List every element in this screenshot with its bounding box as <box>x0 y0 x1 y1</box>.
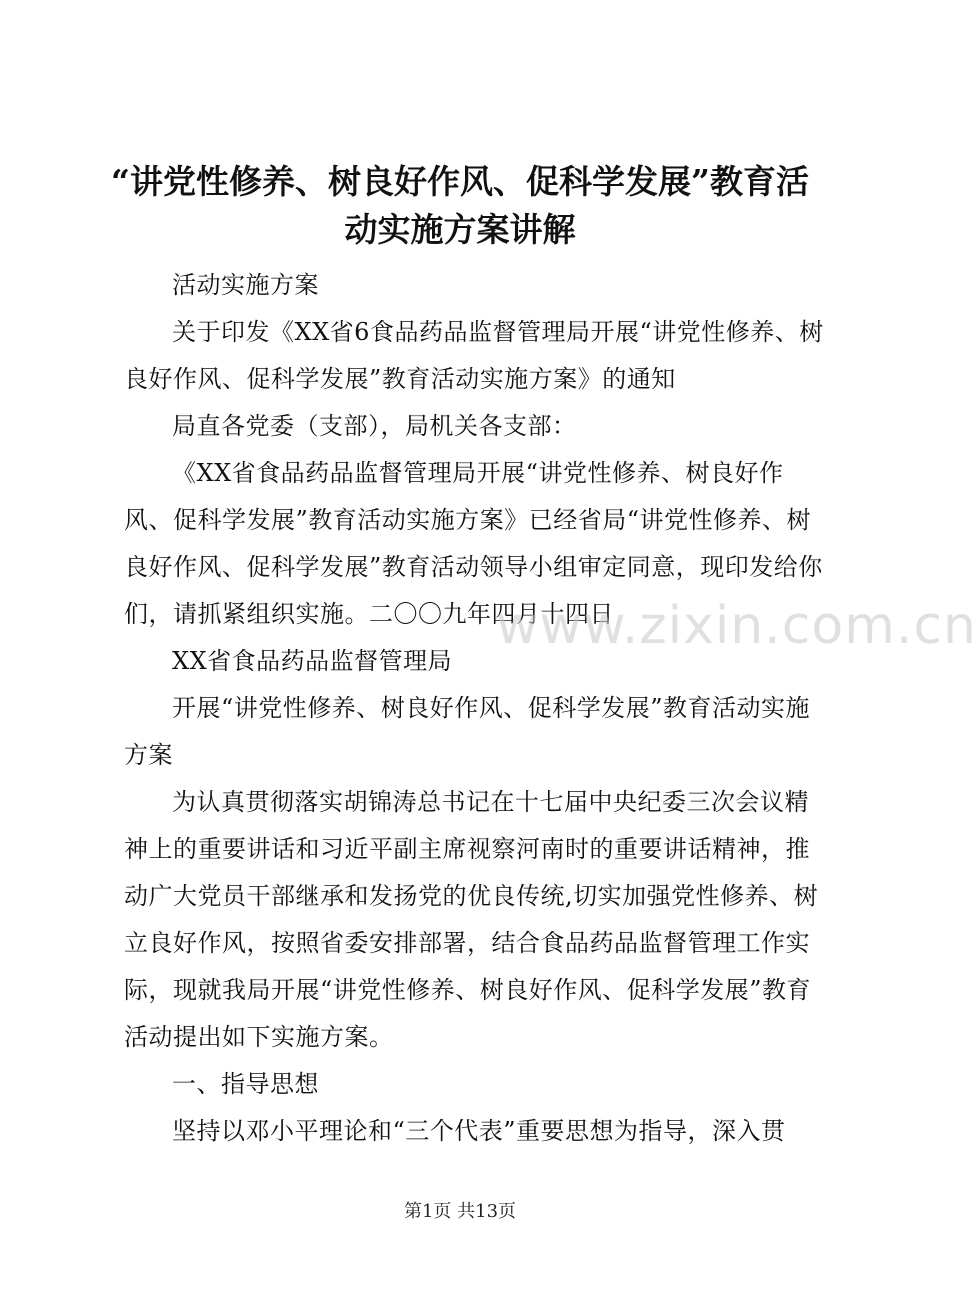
paragraph-guiding-thought: 坚持以邓小平理论和“三个代表”重要思想为指导，深入贯 <box>172 1117 786 1145</box>
paragraph-heading: 活动实施方案 <box>172 271 319 299</box>
paragraph-notice-title: 关于印发《XX省6食品药品监督管理局开展“讲党性修养、树良好作风、促科学发展”教育活动实施方案》的通知 <box>124 318 824 393</box>
paragraph-issuer: XX省食品药品监督管理局 <box>172 647 453 675</box>
paragraph-addressee: 局直各党委（支部），局机关各支部： <box>172 412 577 440</box>
document-title: “讲党性修养、树良好作风、促科学发展”教育活动实施方案讲解 <box>111 162 809 249</box>
page-footer: 第1页 共13页 <box>403 1201 517 1222</box>
watermark: www.zixin.com.cn <box>496 596 977 656</box>
paragraph-plan-title: 开展“讲党性修养、树良好作风、促科学发展”教育活动实施方案 <box>124 694 811 769</box>
paragraph-section-heading: 一、指导思想 <box>172 1070 319 1098</box>
document-body <box>124 262 824 1155</box>
paragraph-plan-intro: 为认真贯彻落实胡锦涛总书记在十七届中央纪委三次会议精神上的重要讲话和习近平副主席视察河南时的重要讲话精神，推动广大党员干部继承和发扬党的优良传统,切实加强党性修养、树立良好作风，按照省委安排部署，结合食品药品监督管理工作实际，现就我局开展“讲党性修养、树良好作风、促科学发展”教育活动提出如下实施方案。 <box>124 788 819 1051</box>
paragraph-notice-body: 《XX省食品药品监督管理局开展“讲党性修养、树良好作风、促科学发展”教育活动实施方案》已经省局“讲党性修养、树良好作风、促科学发展”教育活动领导小组审定同意，现印发给你们，请抓紧组织实施。二〇〇九年四月十四日 <box>124 459 823 628</box>
